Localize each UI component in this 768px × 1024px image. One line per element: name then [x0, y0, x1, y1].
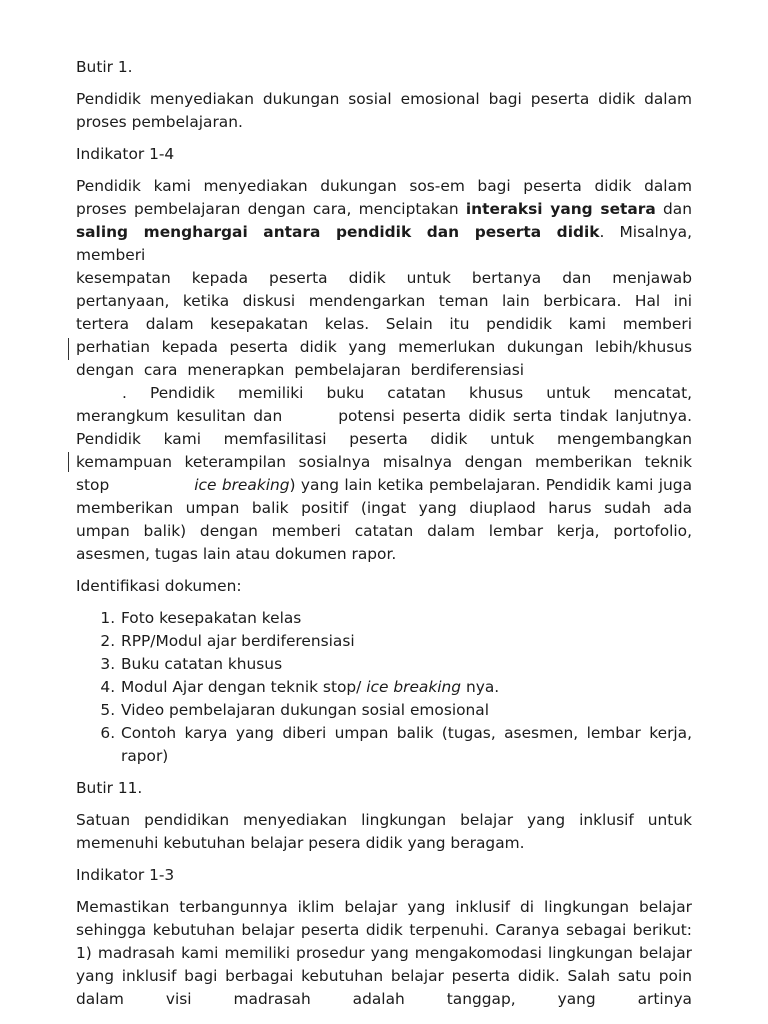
body-line: asesmen, tugas lain atau dokumen rapor.	[76, 545, 397, 563]
body-line: tertera dalam kesepakatan kelas. Selain itu pendidik kami memberi	[76, 315, 692, 333]
section-description: Pendidik menyediakan dukungan sosial emosional bagi peserta didik dalam proses pembelajaran.	[76, 90, 692, 131]
body-line: saling menghargai antara pendidik dan peserta didik. Misalnya, memberi	[76, 223, 692, 264]
text-cursor-mark	[68, 452, 69, 472]
section-description: Satuan pendidikan menyediakan lingkungan belajar yang inklusif untuk memenuhi kebutuhan belajar pesera didik yang beragam.	[76, 811, 692, 852]
body-line: stop ice breaking) yang lain ketika pembelajaran. Pendidik kami juga	[76, 476, 692, 494]
indikator-label: Indikator 1-3	[76, 866, 175, 884]
identifikasi-label: Identifikasi dokumen:	[76, 577, 242, 595]
section-heading: Butir 1.	[76, 58, 133, 76]
body-line: . Pendidik memiliki buku catatan khusus untuk mencatat,	[122, 384, 692, 402]
body-line: perhatian kepada peserta didik yang memerlukan dukungan lebih/khusus	[76, 338, 692, 356]
section-body-paragraph: Memastikan terbangunnya iklim belajar yang inklusif di lingkungan belajar sehingga kebutuhan belajar peserta didik terpenuhi. Caranya sebagai berikut: 1) madrasah kami memiliki prosedur yang mengakomodasi lingkungan belajar yang inklusif bagi berbagai kebutuhan belajar peserta didik. Salah satu poin dalam visi madrasah adalah tanggap, yang artinya	[76, 898, 692, 1008]
body-line: pertanyaan, ketika diskusi mendengarkan teman lain berbicara. Hal ini	[76, 292, 692, 310]
document-list	[76, 607, 692, 768]
bold-phrase: interaksi yang setara	[465, 200, 656, 218]
body-line: kesempatan kepada peserta didik untuk bertanya dan menjawab	[76, 269, 692, 287]
italic-phrase: ice breaking	[194, 476, 290, 494]
body-line: proses pembelajaran dengan cara, menciptakan interaksi yang setara dan	[76, 200, 692, 218]
document-content	[76, 56, 692, 1011]
indikator-label: Indikator 1-4	[76, 145, 175, 163]
body-line: umpan balik) dengan memberi catatan dalam lembar kerja, portofolio,	[76, 522, 692, 540]
list-item: 3. Buku catatan khusus	[120, 653, 692, 676]
section-heading: Butir 11.	[76, 779, 143, 797]
bold-phrase: saling menghargai antara pendidik dan peserta didik	[76, 223, 600, 241]
list-item: 4. Modul Ajar dengan teknik stop/ ice breaking nya.	[120, 676, 692, 699]
section-body-paragraph	[76, 175, 692, 566]
text-cursor-mark	[68, 338, 69, 360]
body-line: dengan cara menerapkan pembelajaran berdiferensiasi	[76, 361, 525, 379]
italic-phrase: ice breaking	[366, 678, 462, 696]
body-line: memberikan umpan balik positif (ingat yang diuplaod harus sudah ada	[76, 499, 692, 517]
body-line: merangkum kesulitan dan potensi peserta didik serta tindak lanjutnya.	[76, 407, 692, 425]
body-line: Pendidik kami memfasilitasi peserta didik untuk mengembangkan	[76, 430, 692, 448]
list-item: 2. RPP/Modul ajar berdiferensiasi	[120, 630, 692, 653]
body-line: kemampuan keterampilan sosialnya misalnya dengan memberikan teknik	[76, 453, 692, 471]
list-item: 5. Video pembelajaran dukungan sosial emosional	[120, 699, 692, 722]
body-line: Pendidik kami menyediakan dukungan sos-em bagi peserta didik dalam	[76, 177, 692, 195]
list-item: 1. Foto kesepakatan kelas	[120, 607, 692, 630]
list-item: 6. Contoh karya yang diberi umpan balik (tugas, asesmen, lembar kerja, rapor)	[120, 722, 692, 768]
